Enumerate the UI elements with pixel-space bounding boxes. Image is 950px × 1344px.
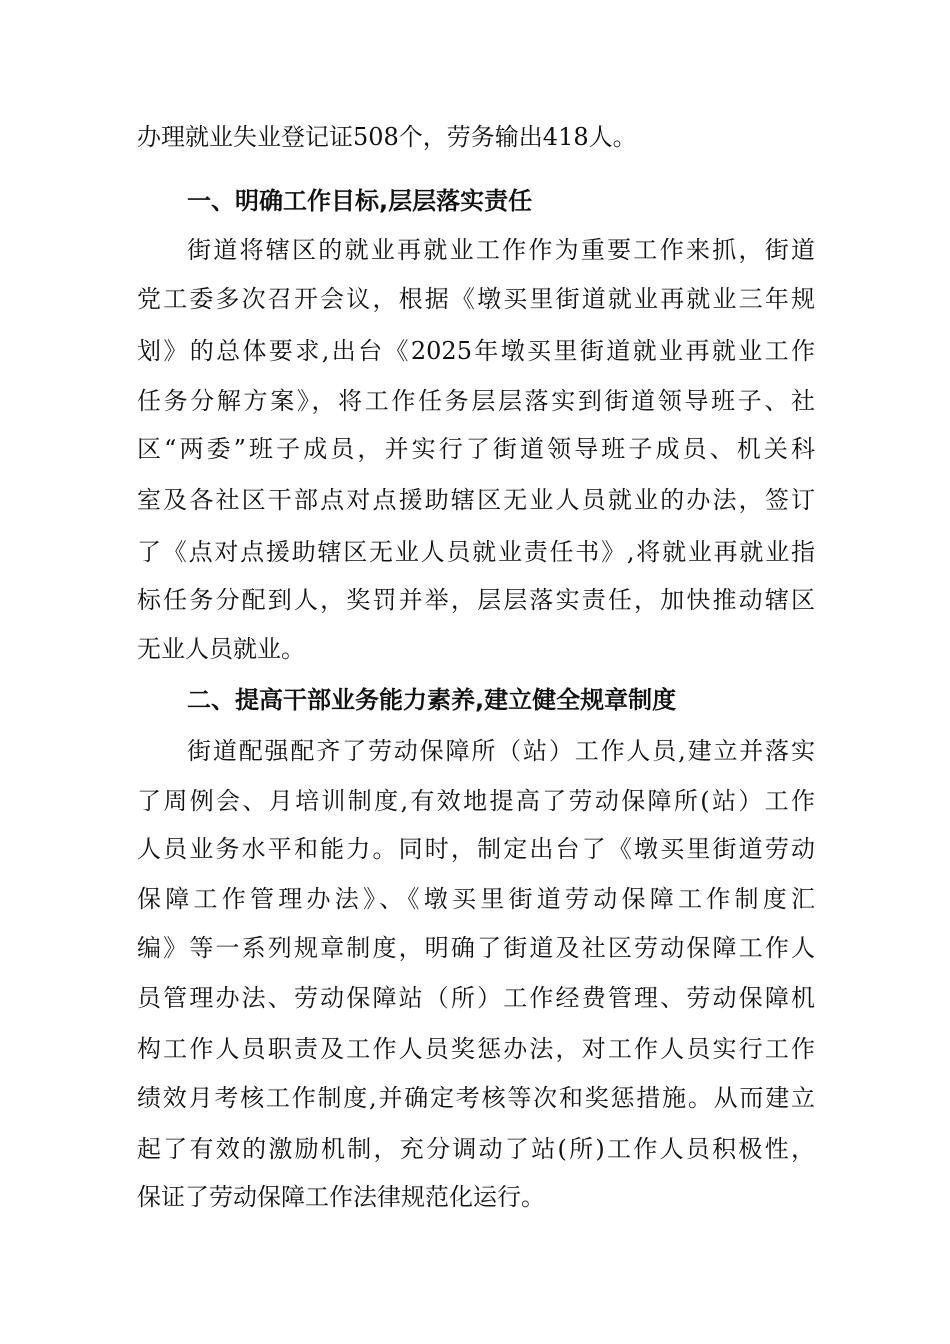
paragraph-line: 员管理办法、劳动保障站（所）工作经费管理、劳动保障机 bbox=[137, 984, 815, 1012]
paragraph-line: 保证了劳动保障工作法律规范化运行。 bbox=[137, 1183, 545, 1211]
paragraph-line: 构工作人员职责及工作人员奖惩办法，对工作人员实行工作 bbox=[137, 1035, 815, 1063]
paragraph-line: 任务分解方案》，将工作任务层层落实到街道领导班子、社 bbox=[137, 387, 815, 415]
section-heading-2: 二、提高干部业务能力素养,建立健全规章制度 bbox=[187, 686, 677, 714]
paragraph-line: 党工委多次召开会议，根据《墩买里街道就业再就业三年规 bbox=[137, 285, 815, 313]
paragraph-line: 人员业务水平和能力。同时，制定出台了《墩买里街道劳动 bbox=[137, 835, 815, 863]
paragraph-line: 街道将辖区的就业再就业工作作为重要工作来抓，街道 bbox=[187, 236, 815, 264]
paragraph-line: 绩效月考核工作制度,并确定考核等次和奖惩措施。从而建立 bbox=[137, 1084, 815, 1112]
paragraph-line: 室及各社区干部点对点援助辖区无业人员就业的办法，签订 bbox=[137, 486, 815, 514]
paragraph-line: 起了有效的激励机制，充分调动了站(所)工作人员积极性， bbox=[137, 1135, 815, 1163]
paragraph-line: 无业人员就业。 bbox=[137, 635, 305, 663]
paragraph-line: 保障工作管理办法》、《墩买里街道劳动保障工作制度汇 bbox=[137, 885, 815, 913]
paragraph-line: 标任务分配到人，奖罚并举，层层落实责任，加快推动辖区 bbox=[137, 586, 815, 614]
paragraph-line: 了《点对点援助辖区无业人员就业责任书》,将就业再就业指 bbox=[137, 538, 815, 566]
paragraph-line: 区“两委”班子成员，并实行了街道领导班子成员、机关科 bbox=[137, 435, 815, 463]
paragraph-line: 办理就业失业登记证508个，劳务输出418人。 bbox=[137, 123, 637, 151]
paragraph-line: 了周例会、月培训制度,有效地提高了劳动保障所(站）工作 bbox=[137, 787, 815, 815]
paragraph-line: 划》的总体要求,出台《2025年墩买里街道就业再就业工作 bbox=[137, 337, 815, 365]
paragraph-line: 街道配强配齐了劳动保障所（站）工作人员,建立并落实 bbox=[187, 737, 815, 765]
paragraph-line: 编》等一系列规章制度，明确了街道及社区劳动保障工作人 bbox=[137, 934, 815, 962]
section-heading-1: 一、明确工作目标,层层落实责任 bbox=[187, 187, 533, 215]
